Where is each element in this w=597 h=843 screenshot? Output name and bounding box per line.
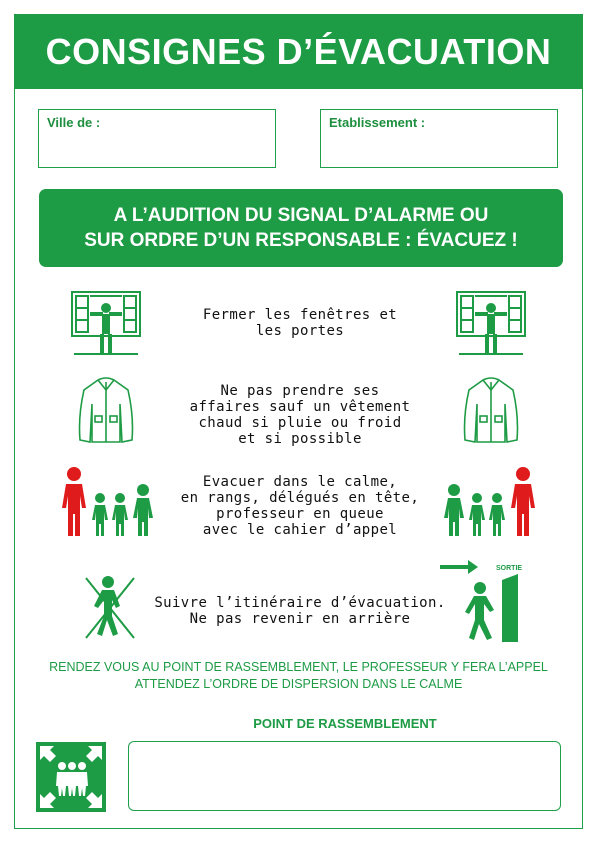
jacket-icon (76, 376, 136, 446)
jacket-icon (461, 376, 521, 446)
establishment-field[interactable] (320, 109, 558, 168)
instruction-3-line-4: avec le cahier d’appel (202, 522, 398, 538)
group-people-icon (441, 466, 537, 538)
instruction-3 (150, 474, 450, 538)
instruction-2-line-3: chaud si pluie ou froid (198, 415, 402, 431)
instruction-3-line-2: en rangs, délégués en tête, (180, 490, 420, 506)
assembly-point-title: POINT DE RASSEMBLEMENT (253, 716, 437, 731)
exit-icon (438, 558, 528, 644)
instruction-2 (150, 383, 450, 447)
instruction-4 (150, 595, 450, 627)
assembly-point-icon (36, 742, 106, 812)
alarm-line-1: A L’AUDITION DU SIGNAL D’ALARME OU (113, 205, 489, 226)
alarm-line-2: SUR ORDRE D’UN RESPONSABLE : ÉVACUEZ ! (84, 230, 518, 251)
city-field[interactable] (38, 109, 276, 168)
establishment-label: Etablissement : (329, 115, 426, 130)
instruction-1-line-2: les portes (255, 323, 345, 339)
instruction-2-line-4: et si possible (238, 431, 362, 447)
footer-line-1: RENDEZ VOUS AU POINT DE RASSEMBLEMENT, LE PROFESSEUR Y FERA L’APPEL (49, 660, 548, 674)
instruction-4-line-1: Suivre l’itinéraire d’évacuation. (154, 595, 446, 611)
instruction-2-line-1: Ne pas prendre ses (220, 383, 380, 399)
group-people-icon (60, 466, 156, 538)
page-title: CONSIGNES D’ÉVACUATION (14, 14, 583, 89)
instruction-3-line-3: professeur en queue (216, 506, 384, 522)
footer-line-2: ATTENDEZ L’ORDRE DE DISPERSION DANS LE CALME (134, 677, 463, 691)
assembly-point-field[interactable] (128, 741, 561, 811)
instruction-3-line-1: Evacuer dans le calme, (202, 474, 398, 490)
window-person-icon (455, 288, 527, 358)
no-return-icon (80, 572, 138, 642)
exit-sign-label: SORTIE (496, 565, 523, 572)
alarm-banner (39, 189, 563, 267)
instruction-1-line-1: Fermer les fenêtres et (202, 307, 398, 323)
instruction-4-line-2: Ne pas revenir en arrière (189, 611, 411, 627)
instruction-2-line-2: affaires sauf un vêtement (189, 399, 411, 415)
instruction-1 (150, 307, 450, 339)
city-label: Ville de : (47, 115, 101, 130)
window-person-icon (70, 288, 142, 358)
